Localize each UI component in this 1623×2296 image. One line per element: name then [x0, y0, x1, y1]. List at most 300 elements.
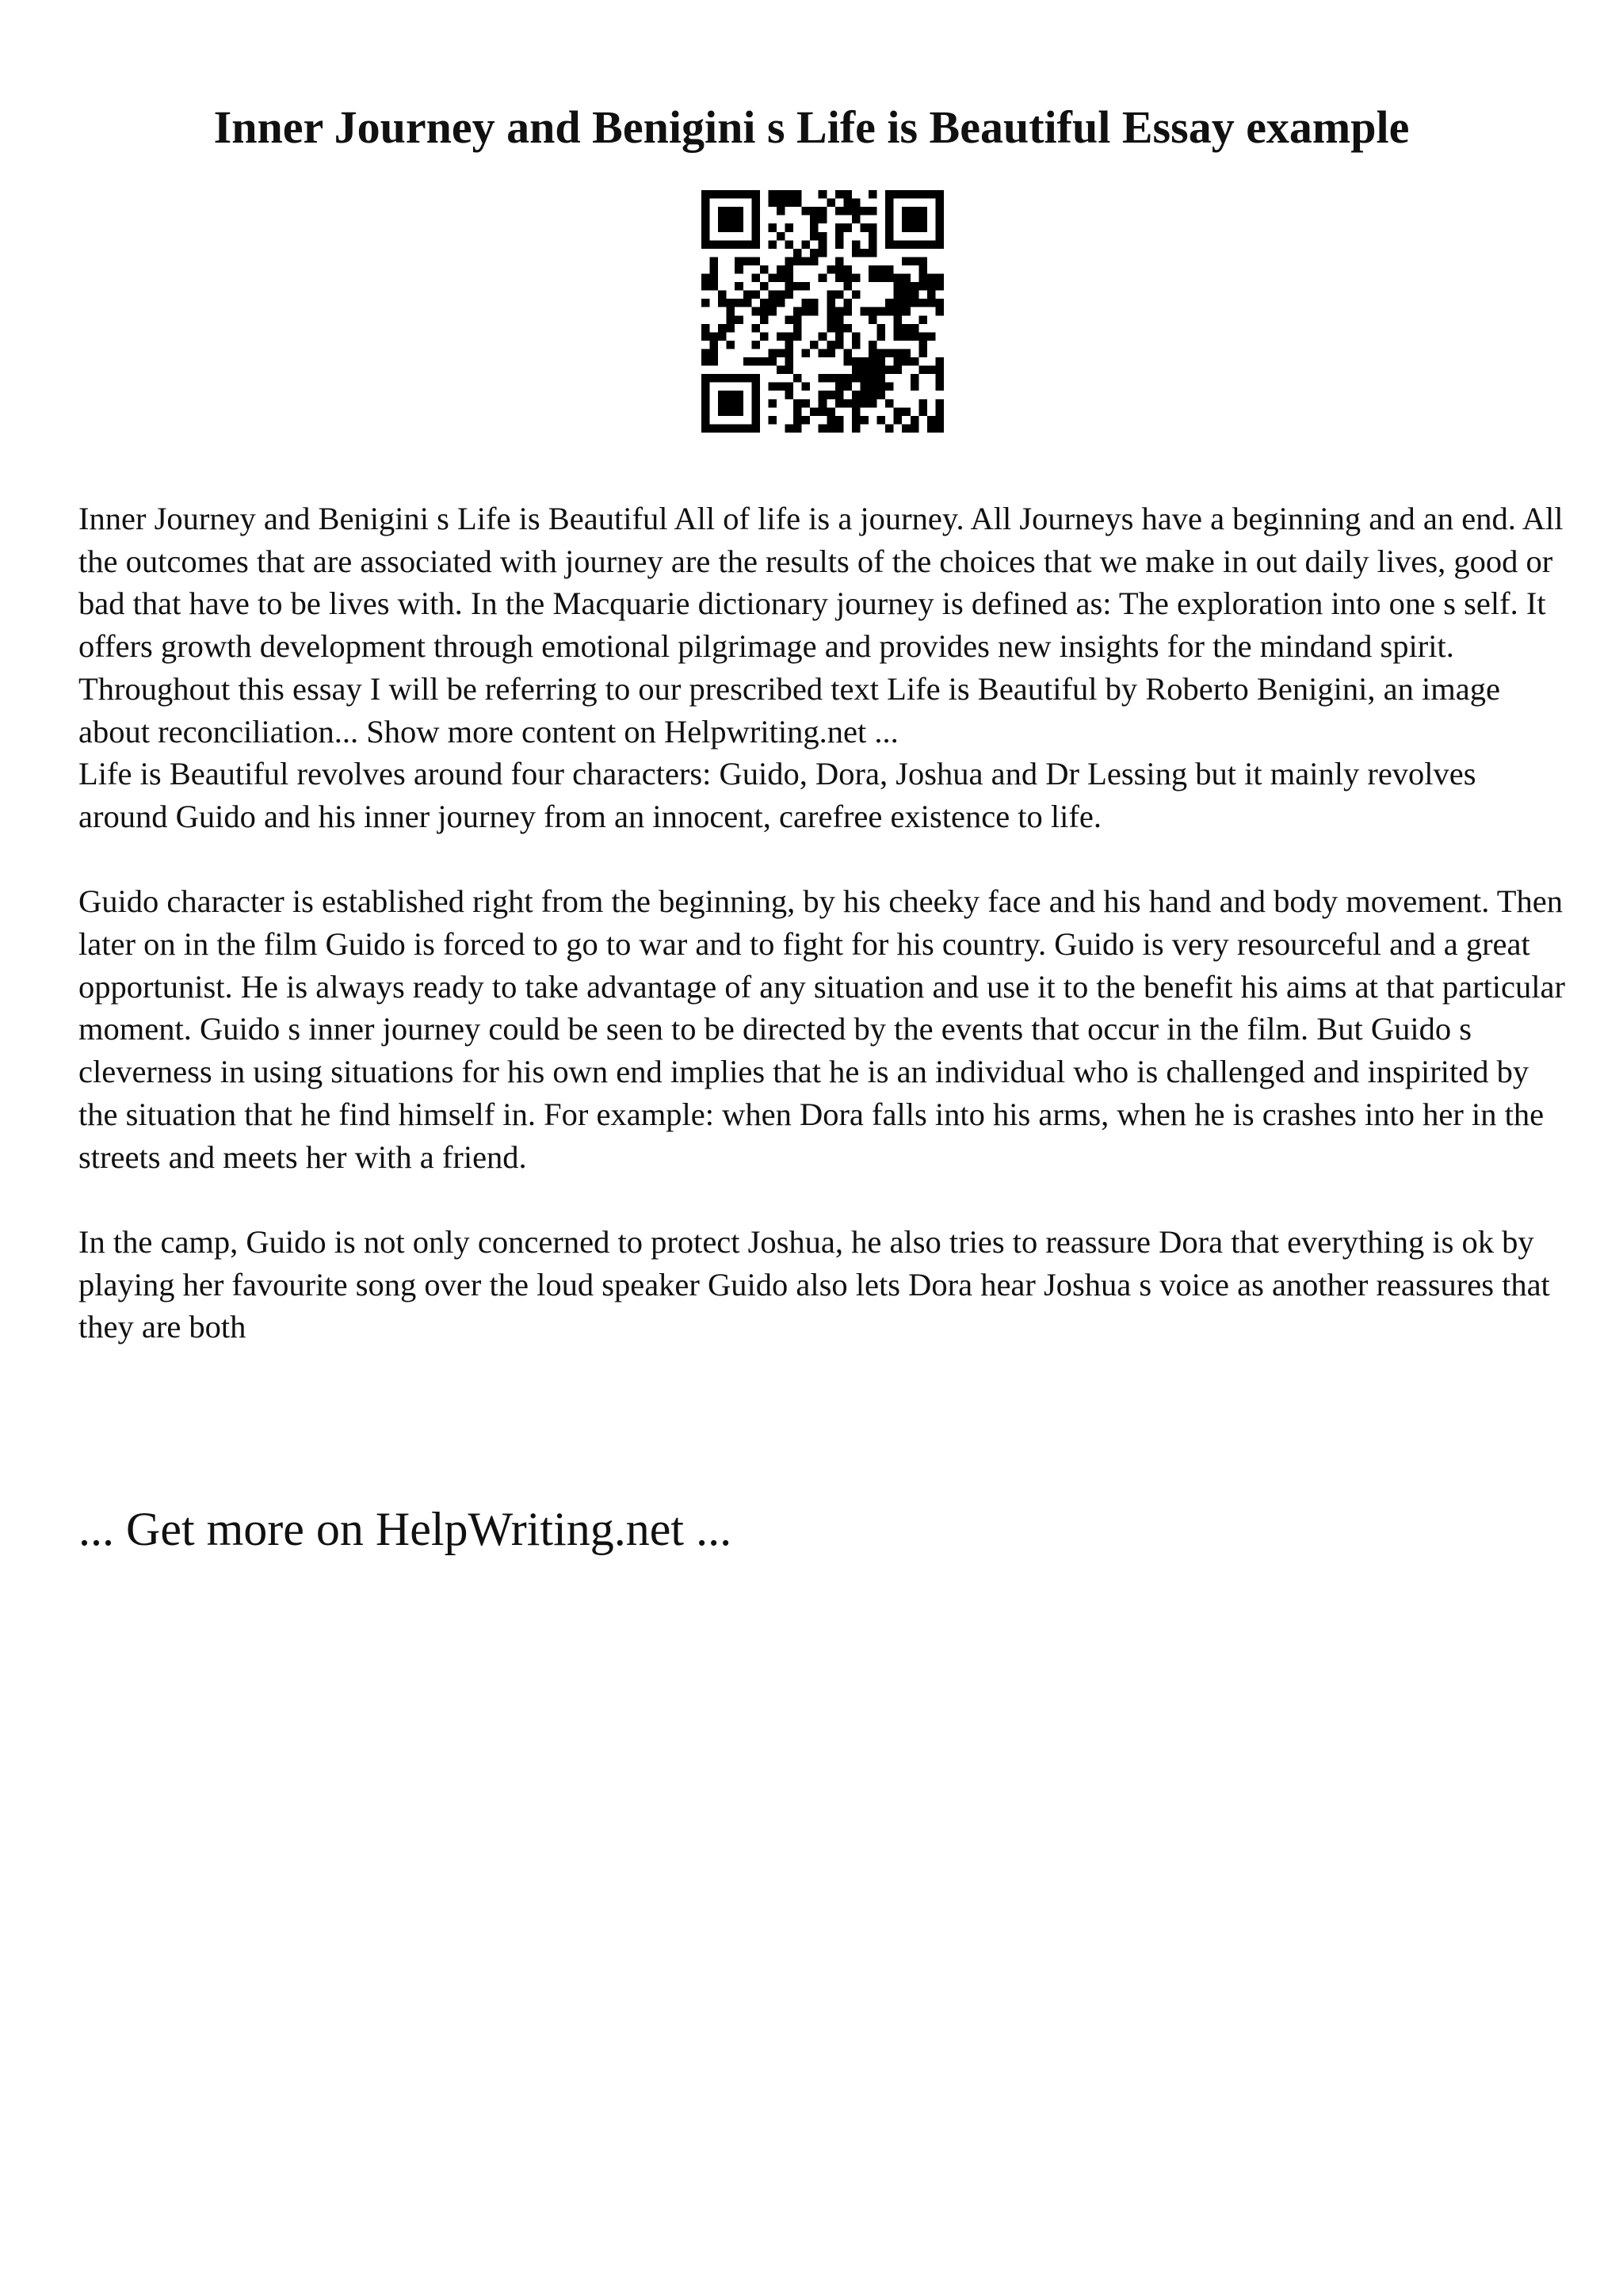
qr-module [819, 232, 827, 241]
qr-module [835, 341, 844, 349]
qr-module [751, 307, 760, 316]
qr-module [701, 223, 710, 232]
essay-paragraph-camp: In the camp, Guido is not only concerned to protect Joshua, he also tries to reassure Dora that everything is ok by playing her favourite song over the loud speaker Guido also lets Dora hear Joshua s voice as another reassures that they are both [78, 1223, 1550, 1345]
qr-module [902, 357, 911, 366]
qr-module [768, 274, 777, 283]
qr-module [735, 424, 743, 433]
qr-module [819, 424, 827, 433]
qr-module [827, 199, 835, 208]
qr-module [918, 257, 927, 265]
qr-module [935, 374, 944, 383]
qr-module [819, 407, 827, 416]
qr-module [710, 357, 719, 366]
qr-module [701, 299, 710, 307]
qr-module [827, 374, 835, 383]
qr-module [860, 207, 869, 215]
qr-module [902, 307, 911, 316]
qr-module [768, 357, 777, 366]
qr-module [852, 407, 861, 416]
qr-module [743, 257, 752, 265]
qr-module [701, 357, 710, 366]
qr-module [852, 357, 861, 366]
qr-module [777, 274, 785, 283]
qr-module [793, 190, 802, 199]
qr-module [727, 307, 735, 316]
qr-module [877, 374, 886, 383]
qr-module [902, 407, 911, 416]
qr-module [827, 349, 835, 357]
qr-module [777, 366, 785, 375]
qr-module [777, 383, 785, 391]
qr-module [935, 416, 944, 425]
qr-module [810, 207, 819, 215]
qr-module [760, 357, 769, 366]
qr-module [760, 299, 769, 307]
qr-module [860, 416, 869, 425]
qr-module [827, 416, 835, 425]
qr-module [777, 265, 785, 274]
qr-module [843, 223, 852, 232]
qr-module [760, 315, 769, 324]
qr-module [785, 223, 794, 232]
qr-module [810, 223, 819, 232]
qr-module [835, 274, 844, 283]
qr-module [911, 215, 919, 224]
qr-module [885, 383, 894, 391]
qr-module [927, 240, 936, 249]
qr-module [735, 299, 743, 307]
qr-module [819, 349, 827, 357]
qr-module [768, 291, 777, 299]
qr-module [852, 416, 861, 425]
qr-module [710, 190, 719, 199]
qr-module [894, 357, 903, 366]
qr-module [710, 341, 719, 349]
qr-module [927, 190, 936, 199]
qr-module [918, 341, 927, 349]
qr-module [718, 215, 727, 224]
qr-module [751, 215, 760, 224]
qr-module [751, 424, 760, 433]
qr-module [760, 282, 769, 291]
qr-module [777, 190, 785, 199]
qr-module [768, 240, 777, 249]
qr-module [927, 282, 936, 291]
qr-code-icon [701, 190, 944, 433]
qr-module [885, 265, 894, 274]
qr-module [802, 207, 811, 215]
qr-module [777, 291, 785, 299]
qr-module [827, 341, 835, 349]
qr-module [768, 199, 777, 208]
qr-module [701, 416, 710, 425]
qr-module [894, 299, 903, 307]
qr-module [793, 374, 802, 383]
qr-module [918, 315, 927, 324]
qr-module [785, 391, 794, 399]
qr-module [760, 307, 769, 316]
qr-module [935, 299, 944, 307]
qr-module [843, 357, 852, 366]
qr-module [727, 315, 735, 324]
qr-module [935, 282, 944, 291]
qr-module [785, 274, 794, 283]
qr-module [860, 374, 869, 383]
qr-module [935, 366, 944, 375]
qr-module [802, 299, 811, 307]
qr-module [860, 366, 869, 375]
qr-module [918, 407, 927, 416]
qr-module [718, 332, 727, 341]
qr-module [785, 265, 794, 274]
qr-module [751, 274, 760, 283]
qr-module [718, 399, 727, 408]
qr-module [751, 341, 760, 349]
qr-module [802, 416, 811, 425]
qr-module [935, 424, 944, 433]
qr-module [927, 424, 936, 433]
qr-module [785, 315, 794, 324]
qr-module [902, 223, 911, 232]
qr-module [710, 257, 719, 265]
qr-module [793, 399, 802, 408]
qr-module [877, 274, 886, 283]
qr-module [835, 232, 844, 241]
qr-module [793, 282, 802, 291]
qr-module [810, 257, 819, 265]
qr-module [894, 324, 903, 333]
qr-module [902, 282, 911, 291]
qr-module [827, 391, 835, 399]
qr-module [885, 307, 894, 316]
qr-module [835, 257, 844, 265]
qr-module [768, 416, 777, 425]
qr-module [768, 399, 777, 408]
qr-module [727, 190, 735, 199]
qr-module [751, 374, 760, 383]
qr-module [869, 232, 877, 241]
qr-module [927, 299, 936, 307]
qr-module [751, 240, 760, 249]
qr-module [827, 291, 835, 299]
qr-module [810, 249, 819, 257]
qr-module [869, 374, 877, 383]
qr-module [885, 274, 894, 283]
qr-module [819, 274, 827, 283]
qr-module [785, 341, 794, 349]
qr-module [877, 416, 886, 425]
qr-module [935, 223, 944, 232]
qr-module [902, 291, 911, 299]
qr-module [835, 190, 844, 199]
qr-module [902, 240, 911, 249]
qr-module [743, 357, 752, 366]
qr-module [902, 274, 911, 283]
qr-module [793, 199, 802, 208]
qr-module [743, 374, 752, 383]
qr-module [810, 215, 819, 224]
qr-module [877, 324, 886, 333]
qr-module [735, 282, 743, 291]
qr-module [785, 366, 794, 375]
essay-body [78, 498, 1568, 1348]
qr-module [935, 199, 944, 208]
qr-module [918, 366, 927, 375]
document-title: Inner Journey and Benigini s Life is Beautiful Essay example [213, 101, 1410, 153]
qr-module [935, 215, 944, 224]
essay-paragraph-intro: Inner Journey and Benigini s Life is Beautiful All of life is a journey. All Journeys have a beginning and an end. All the outcomes that are associated with journey are the results of the choices that we make in out daily lives, good or bad that have to be lives with. In the Macquarie dictionary journey is defined as: The exploration into one s self. It offers growth development through emotional pilgrimage and provides new insights for the mindand spirit. Throughout this essay I will be referring to our prescribed text Life is Beautiful by Roberto Benigini, an image about reconciliation... Show more content on Helpwriting.net ... [78, 501, 1564, 749]
qr-module [877, 349, 886, 357]
qr-module [835, 307, 844, 316]
qr-module [877, 391, 886, 399]
qr-module [735, 257, 743, 265]
qr-module [701, 240, 710, 249]
qr-module [894, 416, 903, 425]
qr-module [701, 282, 710, 291]
qr-module [819, 374, 827, 383]
qr-module [718, 407, 727, 416]
qr-module [768, 223, 777, 232]
qr-module [735, 407, 743, 416]
qr-module [727, 223, 735, 232]
qr-module [869, 349, 877, 357]
qr-module [735, 215, 743, 224]
qr-module [911, 291, 919, 299]
qr-module [751, 199, 760, 208]
qr-module [902, 299, 911, 307]
qr-module [860, 307, 869, 316]
qr-module [727, 341, 735, 349]
qr-module [843, 349, 852, 357]
qr-module [877, 307, 886, 316]
qr-module [843, 299, 852, 307]
qr-module [727, 240, 735, 249]
qr-module [843, 274, 852, 283]
qr-module [793, 307, 802, 316]
qr-module [768, 299, 777, 307]
qr-module [911, 207, 919, 215]
qr-module [727, 207, 735, 215]
qr-module [918, 399, 927, 408]
qr-module [701, 190, 710, 199]
qr-module [735, 240, 743, 249]
qr-module [869, 207, 877, 215]
qr-module [793, 257, 802, 265]
qr-module [751, 357, 760, 366]
get-more-link[interactable]: ... Get more on HelpWriting.net ... [78, 1503, 732, 1555]
qr-module [718, 190, 727, 199]
qr-module [701, 199, 710, 208]
qr-module [911, 374, 919, 383]
qr-module [701, 374, 710, 383]
qr-module [885, 232, 894, 241]
qr-module [869, 249, 877, 257]
qr-module [869, 341, 877, 349]
qr-module [835, 315, 844, 324]
qr-module [911, 424, 919, 433]
qr-module [751, 291, 760, 299]
qr-module [935, 399, 944, 408]
qr-module [894, 190, 903, 199]
qr-module [777, 232, 785, 241]
qr-module [810, 299, 819, 307]
qr-module [735, 207, 743, 215]
qr-module [935, 207, 944, 215]
qr-module [918, 274, 927, 283]
qr-module [735, 315, 743, 324]
qr-module [819, 190, 827, 199]
qr-module [935, 383, 944, 391]
qr-module [827, 307, 835, 316]
qr-module [727, 215, 735, 224]
qr-module [785, 383, 794, 391]
qr-module [894, 307, 903, 316]
qr-module [701, 332, 710, 341]
qr-module [819, 249, 827, 257]
qr-module [710, 374, 719, 383]
qr-module [894, 366, 903, 375]
qr-module [935, 407, 944, 416]
qr-module [727, 407, 735, 416]
qr-module [852, 291, 861, 299]
qr-module [727, 324, 735, 333]
qr-module [852, 332, 861, 341]
qr-module [852, 341, 861, 349]
qr-module [911, 416, 919, 425]
qr-module [843, 383, 852, 391]
qr-module [860, 391, 869, 399]
qr-module [877, 366, 886, 375]
qr-module [918, 190, 927, 199]
qr-module [843, 207, 852, 215]
qr-module [735, 399, 743, 408]
qr-module [835, 374, 844, 383]
qr-module [843, 324, 852, 333]
qr-module [869, 383, 877, 391]
qr-module [802, 240, 811, 249]
qr-module [735, 190, 743, 199]
qr-module [743, 424, 752, 433]
qr-module [935, 307, 944, 316]
qr-module [843, 282, 852, 291]
qr-module [885, 399, 894, 408]
qr-module [852, 240, 861, 249]
qr-module [852, 374, 861, 383]
qr-module [751, 383, 760, 391]
qr-module [835, 240, 844, 249]
qr-module [751, 223, 760, 232]
qr-module [785, 424, 794, 433]
qr-module [835, 265, 844, 274]
qr-module [894, 240, 903, 249]
qr-module [835, 207, 844, 215]
qr-module [819, 207, 827, 215]
qr-module [835, 399, 844, 408]
qr-module [718, 374, 727, 383]
qr-module [860, 223, 869, 232]
qr-module [877, 265, 886, 274]
qr-module [751, 399, 760, 408]
qr-module [735, 223, 743, 232]
qr-module [860, 383, 869, 391]
qr-module [710, 332, 719, 341]
qr-module [701, 424, 710, 433]
qr-module [768, 307, 777, 316]
qr-module [885, 223, 894, 232]
qr-module [911, 332, 919, 341]
qr-module [793, 332, 802, 341]
qr-module [869, 315, 877, 324]
qr-module [827, 407, 835, 416]
qr-module [819, 399, 827, 408]
qr-module [927, 416, 936, 425]
qr-module [852, 274, 861, 283]
qr-module [718, 324, 727, 333]
qr-module [743, 190, 752, 199]
qr-module [793, 424, 802, 433]
qr-module [902, 257, 911, 265]
qr-module [785, 190, 794, 199]
qr-module [835, 416, 844, 425]
qr-module [827, 424, 835, 433]
qr-module [869, 240, 877, 249]
qr-module [802, 282, 811, 291]
qr-module [710, 274, 719, 283]
qr-module [918, 349, 927, 357]
qr-module [793, 324, 802, 333]
qr-module [869, 190, 877, 199]
qr-module [718, 424, 727, 433]
qr-module [911, 223, 919, 232]
qr-module [843, 374, 852, 383]
qr-module [701, 399, 710, 408]
qr-module [877, 357, 886, 366]
qr-module [911, 357, 919, 366]
qr-module [885, 199, 894, 208]
qr-module [927, 366, 936, 375]
qr-module [835, 391, 844, 399]
qr-module [835, 332, 844, 341]
qr-module [751, 257, 760, 265]
qr-module [885, 215, 894, 224]
qr-module [701, 207, 710, 215]
qr-module [902, 190, 911, 199]
qr-module [918, 215, 927, 224]
qr-module [885, 366, 894, 375]
qr-module [869, 265, 877, 274]
qr-module [751, 391, 760, 399]
qr-module [843, 399, 852, 408]
qr-module [860, 249, 869, 257]
qr-module [877, 332, 886, 341]
qr-module [935, 232, 944, 241]
qr-module [869, 307, 877, 316]
qr-module [793, 249, 802, 257]
qr-module [777, 207, 785, 215]
qr-module [852, 199, 861, 208]
qr-module [911, 257, 919, 265]
qr-module [852, 249, 861, 257]
qr-module [835, 223, 844, 232]
qr-module [751, 190, 760, 199]
qr-module [852, 399, 861, 408]
qr-module [835, 291, 844, 299]
qr-module [718, 291, 727, 299]
qr-module [701, 232, 710, 241]
qr-module [869, 366, 877, 375]
qr-module [852, 366, 861, 375]
qr-module [894, 332, 903, 341]
